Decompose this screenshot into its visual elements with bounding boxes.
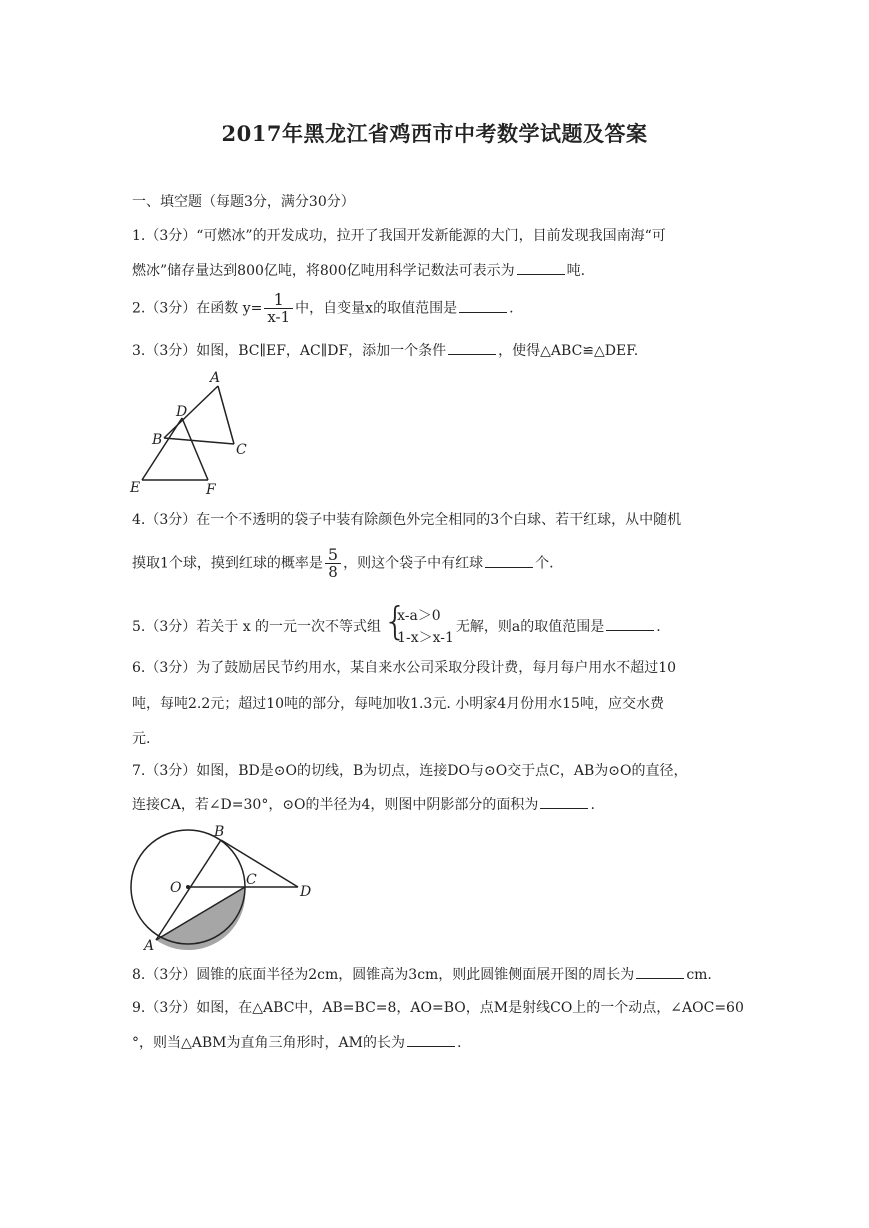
answer-blank [606,616,654,631]
answer-blank [540,794,588,809]
question-3-text-2: ，使得△ABC≌△DEF. [498,343,639,359]
question-7-text: 连接CA，若∠D=30°，⊙O的半径为4，则图中阴影部分的面积为 [132,797,539,813]
label-d: D [300,884,312,900]
inequality-system [383,599,454,649]
answer-blank [636,964,684,979]
question-9-line-2 [132,1032,461,1053]
question-6-line-2: 吨，每吨2.2元；超过10吨的部分，每吨加收1.3元. 小明家4月份用水15吨，应交水费 [132,696,664,712]
question-2-text: 2.（3分）在函数 y= [132,300,263,317]
answer-blank [517,260,565,275]
fraction-denominator: 8 [328,563,338,581]
question-3-text: 3.（3分）如图，BC∥EF，AC∥DF，添加一个条件 [132,343,447,359]
label-c: C [246,872,257,888]
label-a: A [144,938,155,954]
question-6-line-1: 6.（3分）为了鼓励居民节约用水，某自来水公司采取分段计费，每月每户用水不超过10 [132,660,677,676]
label-o: O [170,880,182,896]
answer-blank [448,340,496,355]
question-1-line-2 [132,260,585,281]
fraction [264,292,293,325]
answer-blank [459,298,507,313]
fraction-numerator: 1 [264,292,293,309]
question-4-text-2: ，则这个袋子中有红球 [343,555,484,572]
question-9-line-1: 9.（3分）如图，在△ABC中，AB=BC=8，AO=BO，点M是射线CO上的一个动点，∠AOC=60 [132,1000,744,1016]
brace-icon: { [383,599,408,643]
question-4-line-1: 4.（3分）在一个不透明的袋子中装有除颜色外完全相同的3个白球、若干红球，从中随机 [132,512,682,528]
question-6-line-3: 元. [132,731,151,747]
question-7-line-2 [132,794,595,815]
label-e: E [130,480,141,496]
question-1-text: 燃冰”储存量达到800亿吨，将800亿吨用科学记数法可表示为 [132,263,515,279]
question-5-text-2: 无解，则a的取值范围是 [455,619,605,635]
question-8-unit: cm. [686,967,712,983]
question-7-end: . [590,797,595,813]
label-b: B [214,824,225,840]
question-5-end: . [656,619,661,635]
triangle-figure [126,368,266,496]
question-9-end: . [456,1035,462,1051]
fraction-denominator: x-1 [267,308,291,326]
question-9-text: °，则当△ABM为直角三角形时，AM的长为 [132,1035,405,1051]
question-4-line-2 [132,547,554,580]
circle-figure [126,820,326,954]
fraction-numerator: 5 [325,547,341,564]
question-7-line-1: 7.（3分）如图，BD是⊙O的切线，B为切点，连接DO与⊙O交于点C，AB为⊙O的直径， [132,763,688,779]
question-2 [132,292,514,325]
question-4-text: 摸取1个球，摸到红球的概率是 [132,555,323,572]
question-5-text: 5.（3分）若关于 x 的一元一次不等式组 [132,619,382,635]
label-c: C [236,442,247,458]
question-2-end: . [509,300,514,317]
question-8-text: 8.（3分）圆锥的底面半径为2cm，圆锥高为3cm，则此圆锥侧面展开图的周长为 [132,967,635,983]
fraction [325,547,341,580]
section-heading: 一、填空题（每题3分，满分30分） [132,194,355,210]
label-f: F [206,482,216,496]
question-3 [132,340,638,361]
question-2-text-2: 中，自变量x的取值范围是 [295,300,458,317]
label-d: D [176,404,188,420]
label-a: A [210,370,221,386]
question-8 [132,964,712,985]
question-4-end: 个. [535,555,554,572]
answer-blank [485,553,533,568]
inequality-2: 1-x＞x-1 [397,630,454,646]
label-b: B [152,432,163,448]
question-1-line-1: 1.（3分）“可燃冰”的开发成功，拉开了我国开发新能源的大门，目前发现我国南海“可 [132,228,666,244]
answer-blank [407,1032,455,1047]
question-5 [132,599,661,649]
page-title: 2017年黑龙江省鸡西市中考数学试题及答案 [221,121,648,146]
question-1-unit: 吨. [566,263,586,279]
inequality-1: x-a＞0 [397,608,441,624]
